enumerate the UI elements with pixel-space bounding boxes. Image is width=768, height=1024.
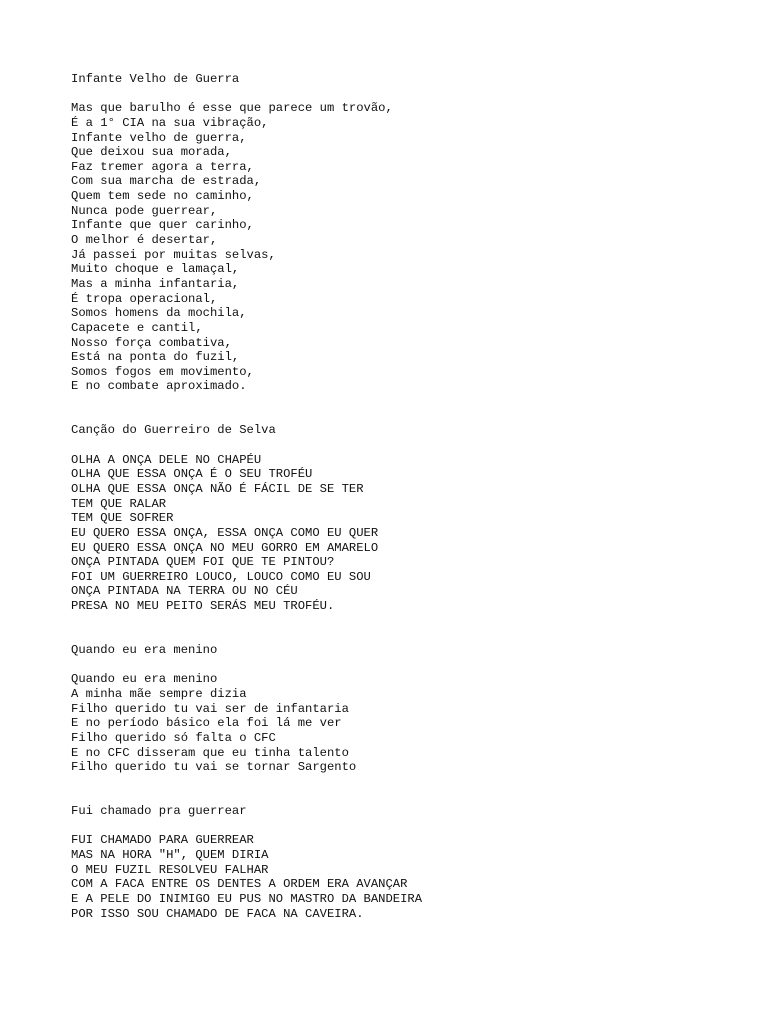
lyric-line: E no período básico ela foi lá me ver (71, 716, 342, 731)
song-block (71, 643, 751, 775)
lyric-line: Nunca pode guerrear, (71, 203, 218, 218)
song-title: Quando eu era menino (71, 643, 218, 658)
lyric-line: OLHA QUE ESSA ONÇA É O SEU TROFÉU (71, 467, 313, 482)
lyric-line: E no combate aproximado. (71, 379, 247, 394)
lyric-line: Filho querido tu vai se tornar Sargento (71, 760, 357, 775)
song-lyrics (71, 672, 751, 774)
lyric-line: E no CFC disseram que eu tinha talento (71, 745, 349, 760)
spacer (71, 775, 751, 804)
song-lyrics (71, 453, 751, 614)
lyric-line: Quando eu era menino (71, 672, 218, 687)
lyric-line: TEM QUE SOFRER (71, 511, 174, 526)
lyric-line: O MEU FUZIL RESOLVEU FALHAR (71, 862, 269, 877)
song-lyrics (71, 101, 751, 394)
lyric-line: OLHA A ONÇA DELE NO CHAPÉU (71, 452, 262, 467)
spacer (71, 614, 751, 643)
song-block (71, 804, 751, 921)
spacer (71, 438, 751, 453)
song-block (71, 72, 751, 394)
lyric-line: EU QUERO ESSA ONÇA NO MEU GORRO EM AMARELO (71, 540, 379, 555)
lyric-line: Infante que quer carinho, (71, 218, 254, 233)
song-block (71, 423, 751, 613)
lyric-line: Com sua marcha de estrada, (71, 174, 262, 189)
lyric-line: FUI CHAMADO PARA GUERREAR (71, 833, 254, 848)
lyric-line: Que deixou sua morada, (71, 145, 232, 160)
spacer (71, 87, 751, 102)
song-title: Fui chamado pra guerrear (71, 804, 247, 819)
song-lyrics (71, 833, 751, 921)
lyric-line: MAS NA HORA "H", QUEM DIRIA (71, 848, 269, 862)
lyric-line: Mas a minha infantaria, (71, 276, 240, 291)
lyric-line: Faz tremer agora a terra, (71, 159, 254, 174)
spacer (71, 394, 751, 423)
lyric-line: A minha mãe sempre dizia (71, 686, 247, 701)
song-title: Infante Velho de Guerra (71, 72, 240, 86)
lyric-line: ONÇA PINTADA QUEM FOI QUE TE PINTOU? (71, 555, 335, 570)
lyric-line: Nosso força combativa, (71, 335, 232, 350)
lyric-line: Infante velho de guerra, (71, 130, 247, 145)
lyric-line: E A PELE DO INIMIGO EU PUS NO MASTRO DA BANDEIRA (71, 891, 423, 906)
lyric-line: Muito choque e lamaçal, (71, 262, 240, 277)
lyric-line: Já passei por muitas selvas, (71, 247, 276, 262)
lyric-line: Filho querido tu vai ser de infantaria (71, 701, 349, 716)
spacer (71, 819, 751, 834)
lyric-line: ONÇA PINTADA NA TERRA OU NO CÉU (71, 584, 298, 599)
lyric-line: Quem tem sede no caminho, (71, 189, 254, 204)
lyric-line: COM A FACA ENTRE OS DENTES A ORDEM ERA AVANÇAR (71, 877, 408, 892)
lyric-line: O melhor é desertar, (71, 233, 218, 248)
lyric-line: Somos fogos em movimento, (71, 364, 254, 379)
lyric-line: EU QUERO ESSA ONÇA, ESSA ONÇA COMO EU QUER (71, 525, 379, 540)
lyric-line: FOI UM GUERREIRO LOUCO, LOUCO COMO EU SOU (71, 569, 371, 584)
lyric-line: POR ISSO SOU CHAMADO DE FACA NA CAVEIRA. (71, 906, 364, 921)
song-title: Canção do Guerreiro de Selva (71, 423, 276, 438)
lyric-line: Somos homens da mochila, (71, 306, 247, 321)
lyric-line: TEM QUE RALAR (71, 496, 167, 511)
lyric-line: OLHA QUE ESSA ONÇA NÃO É FÁCIL DE SE TER (71, 481, 364, 496)
lyric-line: Filho querido só falta o CFC (71, 730, 276, 745)
lyric-line: Mas que barulho é esse que parece um trovão, (71, 101, 393, 116)
lyric-line: Capacete e cantil, (71, 320, 203, 335)
document-page (71, 72, 751, 921)
lyric-line: É a 1° CIA na sua vibração, (71, 115, 269, 130)
spacer (71, 658, 751, 673)
lyric-line: PRESA NO MEU PEITO SERÁS MEU TROFÉU. (71, 599, 335, 614)
lyric-line: É tropa operacional, (71, 291, 218, 306)
lyric-line: Está na ponta do fuzil, (71, 350, 240, 365)
